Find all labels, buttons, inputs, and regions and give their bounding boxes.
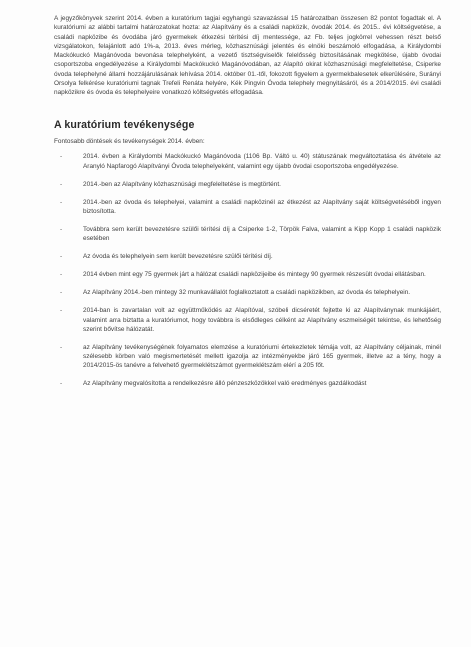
section-heading: A kuratórium tevékenysége bbox=[54, 119, 195, 132]
list-item bbox=[54, 225, 441, 244]
list-item-text: 2014. évben a Királydombi Mackókuckó Magánóvoda (1106 Bp. Váltó u. 40) státuszának megváltoztatása és átvétele az Aranyló Napfarogó Alapítványi Óvoda telephelyeként, valamint egy újabb óvodai csoportszoba engedélyezése. bbox=[83, 153, 441, 170]
list-item bbox=[54, 288, 441, 297]
opening-paragraph: A jegyzőkönyvek szerint 2014. évben a kuratórium tagjai egyhangú szavazással 15 határozatban összesen 82 pontot fogadtak el. A kuratóriumi az alábbi tartalmi határozatokat hozta: az Alapítvány és a családi napközik, óvodák 2014. és 2015.. évi költségvetése, a családi napközibe és óvodába járó gyermekek étkezési térítési díj mentessége, az Fb. teljes jogkörrel vehessen részt belső vizsgálatokon, felajánlott adó 1%-a, 2013. éves mérleg, közhasznúsági jelentés és elnöki beszámoló elfogadása, a Királydombi Mackókuckó Magánóvoda bevonása telephelyként, a vezető tisztségviselők felelősség biztosításának megkötése, újabb óvodai csoportszoba engedélyezése a Királydombi Mackókuckó Magánóvodában, az Alapító okirat közhasznúsági megfeleltetése, Csiperke óvoda telephelyné állami hozzájárulásának lehívása 2014. október 01.-től, fokozott figyelem a gyermekbalesetek elkerülésére, Surányi Orsolya felkérése kuratóriumi tagnak Trefeli Renáta helyére, Kék Pingvin Óvoda telephely megnyitásáról, és a 2014/2015. évi családi napközikre és óvoda és telephelyeire vonatkozó költségvetés elfogadása. bbox=[54, 15, 441, 96]
list-item-text: Az óvoda és telephelyein sem került bevezetésre szülői térítési díj. bbox=[83, 253, 273, 261]
bullet-dash: - bbox=[60, 198, 63, 206]
bullet-dash: - bbox=[60, 253, 63, 261]
list-item bbox=[54, 198, 441, 217]
bullet-dash: - bbox=[60, 153, 63, 161]
bullet-dash: - bbox=[60, 289, 63, 297]
section-intro: Fontosabb döntések és tevékenységek 2014. évben: bbox=[54, 138, 205, 146]
list-item bbox=[54, 152, 441, 171]
list-item-text: 2014.-ben az Alapítvány közhasznúsági megfeleltetése is megtörtént. bbox=[83, 180, 281, 188]
bullet-dash: - bbox=[60, 271, 63, 279]
list-item-text: Továbbra sem került bevezetésre szülői térítési díj a Csiperke 1-2, Törpök Falva, valamint a Kipp Kopp 1 családi napközik esetében bbox=[83, 225, 441, 243]
list-item bbox=[54, 252, 441, 261]
bullet-dash: - bbox=[60, 180, 63, 188]
list-item bbox=[54, 270, 441, 279]
bullet-dash: - bbox=[60, 343, 63, 351]
activity-list bbox=[54, 152, 441, 388]
list-item bbox=[54, 306, 441, 334]
list-item-text: 2014 évben mint egy 75 gyermek járt a hálózat családi napközijeibe és mintegy 90 gyermek részesült óvodai ellátásban. bbox=[83, 271, 426, 279]
list-item-text: 2014-ban is zavartalan volt az együttműködés az Alapítóval, szóbeli dicséretét fejtette ki az Alapítványnak munkájáért, valamint arra biztatta a kuratóriumot, hogy továbbra is elsődleges célként az Alapítvány eszmeiségét tekintse, és lehetőség szerint bővítse hálózatát. bbox=[83, 307, 441, 333]
list-item-text: az Alapítvány tevékenységének folyamatos elemzése a kuratóriumi értekezletek témája volt, az Alapítvány céljainak, minél szélesebb körben való megismertetését mellett igazolja az intézményekbe járó 165 gyermek, illetve az a tény, hogy a 2014/2015-ös tanévre a felvehető gyermeklétszámot gyermeklétszám elérí a 205 főt. bbox=[83, 343, 441, 370]
list-item-text: 2014.-ben az óvoda és telephelyei, valamint a családi napközinél az étkezést az Alapítvány saját költségvetéséből ingyen biztosította. bbox=[83, 198, 441, 215]
list-item bbox=[54, 379, 441, 388]
bullet-dash: - bbox=[60, 380, 63, 388]
bullet-dash: - bbox=[60, 307, 63, 315]
bullet-dash: - bbox=[60, 225, 63, 233]
list-item bbox=[54, 180, 441, 189]
list-item-text: Az Alapítvány 2014.-ben mintegy 32 munkavállalót foglalkoztatott a családi napközikben, az óvoda és telephelyein. bbox=[83, 289, 411, 297]
list-item bbox=[54, 343, 441, 371]
list-item-text: Az Alapítvány megvalósította a rendelkezésre álló pénzeszközökkel való eredményes gazdálkodást bbox=[83, 380, 367, 388]
